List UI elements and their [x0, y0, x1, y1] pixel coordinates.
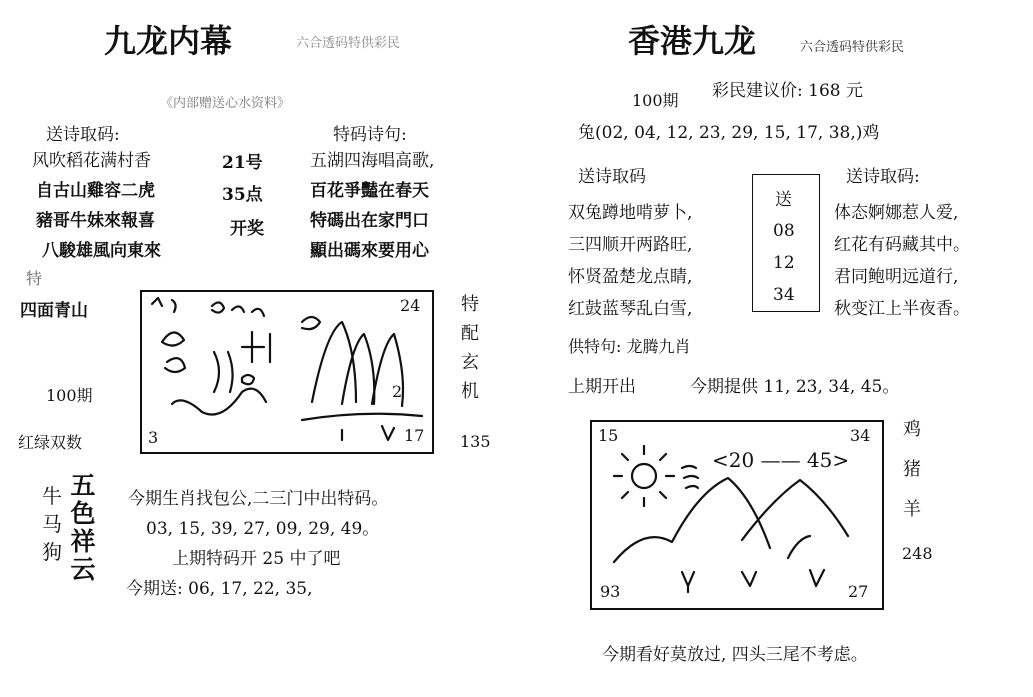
right-side-char-1: 鸡 — [903, 419, 921, 440]
right-center-num-1: 08 — [773, 221, 795, 241]
left-red-green: 红绿双数 — [18, 433, 83, 452]
right-poem-right-1: 体态婀娜惹人爱, — [834, 203, 959, 223]
left-side-char-1: 特 — [461, 294, 479, 315]
right-sketch-label-top-left: 15 — [598, 426, 619, 445]
left-poem-line-4: 八駿雄風向東來 — [42, 241, 161, 261]
right-poem-line-2: 三四顺开两路旺, — [568, 235, 693, 255]
right-side-number: 248 — [902, 544, 933, 563]
right-this-provide: 今期提供 11, 23, 34, 45。 — [690, 377, 900, 397]
right-poem-right-3: 君同鲍明远道行, — [834, 267, 959, 287]
left-send-poem-label: 送诗取码: — [46, 125, 120, 145]
left-poem-line-3: 豬哥牛妹來報喜 — [36, 211, 155, 231]
right-send-poem-label-left: 送诗取码 — [578, 167, 646, 187]
left-zodiac-line: 今期生肖找包公,二三门中出特码。 — [128, 489, 389, 509]
right-poem-line-3: 怀贤盈楚龙点睛, — [568, 267, 693, 287]
left-five-color — [66, 472, 100, 584]
left-four-sides: 四面青山 — [20, 301, 88, 321]
right-side-char-2: 猪 — [903, 459, 921, 480]
left-faded-label: 特 — [26, 269, 43, 288]
left-special-line-4: 顯出碼來要用心 — [310, 241, 429, 261]
right-poem-right-2: 红花有码藏其中。 — [834, 235, 970, 255]
left-mid-label-2: 35点 — [222, 185, 263, 205]
left-side-vertical — [458, 290, 482, 406]
left-sketch-label-top-right: 24 — [400, 296, 421, 315]
right-poem-right-4: 秋变江上半夜香。 — [834, 299, 970, 319]
left-special-line-2: 百花爭豔在春天 — [310, 181, 429, 201]
right-period: 100期 — [632, 91, 679, 110]
right-special-phrase: 供特句: 龙腾九肖 — [568, 337, 691, 356]
left-note: 《内部赠送心水资料》 — [160, 96, 291, 111]
right-sketch-label-top-right: 34 — [850, 426, 871, 445]
right-poem-line-4: 红鼓蓝琴乱白雪, — [568, 299, 693, 319]
left-five-color-2: 色 — [70, 499, 96, 528]
left-sketch-box — [140, 290, 434, 454]
right-title: 香港九龙 — [628, 22, 757, 60]
left-sketch-label-bottom-right: 17 — [404, 426, 425, 445]
left-side-char-3: 玄 — [461, 352, 479, 373]
left-subtitle: 六合透码特供彩民 — [296, 36, 401, 51]
left-animal-1: 牛 — [42, 484, 62, 508]
left-poem-line-1: 风吹稻花满村香 — [32, 151, 151, 171]
right-side-vertical — [900, 410, 924, 530]
left-sketch-label-bottom-left: 3 — [148, 428, 159, 447]
right-center-num-3: 34 — [773, 285, 795, 305]
left-five-color-1: 五 — [70, 471, 96, 500]
left-special-line-3: 特碼出在家門口 — [310, 211, 429, 231]
left-period: 100期 — [46, 386, 93, 405]
left-this-send: 今期送: 06, 17, 22, 35, — [126, 579, 313, 599]
left-side-char-4: 机 — [461, 381, 479, 402]
left-special-poem-label: 特码诗句: — [333, 125, 407, 145]
right-bottom-line: 今期看好莫放过, 四头三尾不考虑。 — [602, 645, 868, 665]
right-send-poem-label-right: 送诗取码: — [846, 167, 920, 187]
right-center-box — [752, 174, 820, 312]
right-sketch-box — [590, 420, 884, 610]
left-sketch-label-center: 2 — [392, 382, 403, 401]
right-price: 彩民建议价: 168 元 — [712, 81, 863, 101]
left-number-line: 03, 15, 39, 27, 09, 29, 49。 — [146, 519, 380, 539]
left-animal-3: 狗 — [42, 540, 62, 564]
left-five-color-3: 祥 — [70, 527, 96, 556]
left-animals — [40, 482, 64, 566]
right-poem-line-1: 双兔蹲地啃萝卜, — [568, 203, 693, 223]
right-sketch-range: <20 —— 45> — [712, 448, 850, 472]
right-last-open: 上期开出 — [568, 377, 636, 397]
left-mid-label-1: 21号 — [222, 153, 263, 173]
left-title: 九龙内幕 — [104, 22, 233, 60]
right-rabbit-line: 兔(02, 04, 12, 23, 29, 15, 17, 38,)鸡 — [578, 123, 880, 143]
left-side-number: 135 — [460, 432, 491, 451]
left-side-char-2: 配 — [461, 323, 479, 344]
right-sketch-label-bottom-left: 93 — [600, 582, 621, 601]
left-five-color-4: 云 — [70, 555, 96, 584]
left-animal-2: 马 — [42, 512, 62, 536]
left-last-period: 上期特码开 25 中了吧 — [172, 549, 341, 569]
left-sketch-drawing — [142, 292, 432, 452]
right-center-char: 送 — [775, 190, 792, 210]
left-poem-line-2: 自古山雞容二虎 — [36, 181, 155, 201]
left-special-line-1: 五湖四海唱高歌, — [310, 151, 435, 171]
right-subtitle: 六合透码特供彩民 — [800, 40, 905, 55]
right-sketch-label-bottom-right: 27 — [848, 582, 869, 601]
right-center-num-2: 12 — [773, 253, 795, 273]
right-side-char-3: 羊 — [903, 499, 921, 520]
left-mid-label-3: 开奖 — [230, 219, 264, 239]
